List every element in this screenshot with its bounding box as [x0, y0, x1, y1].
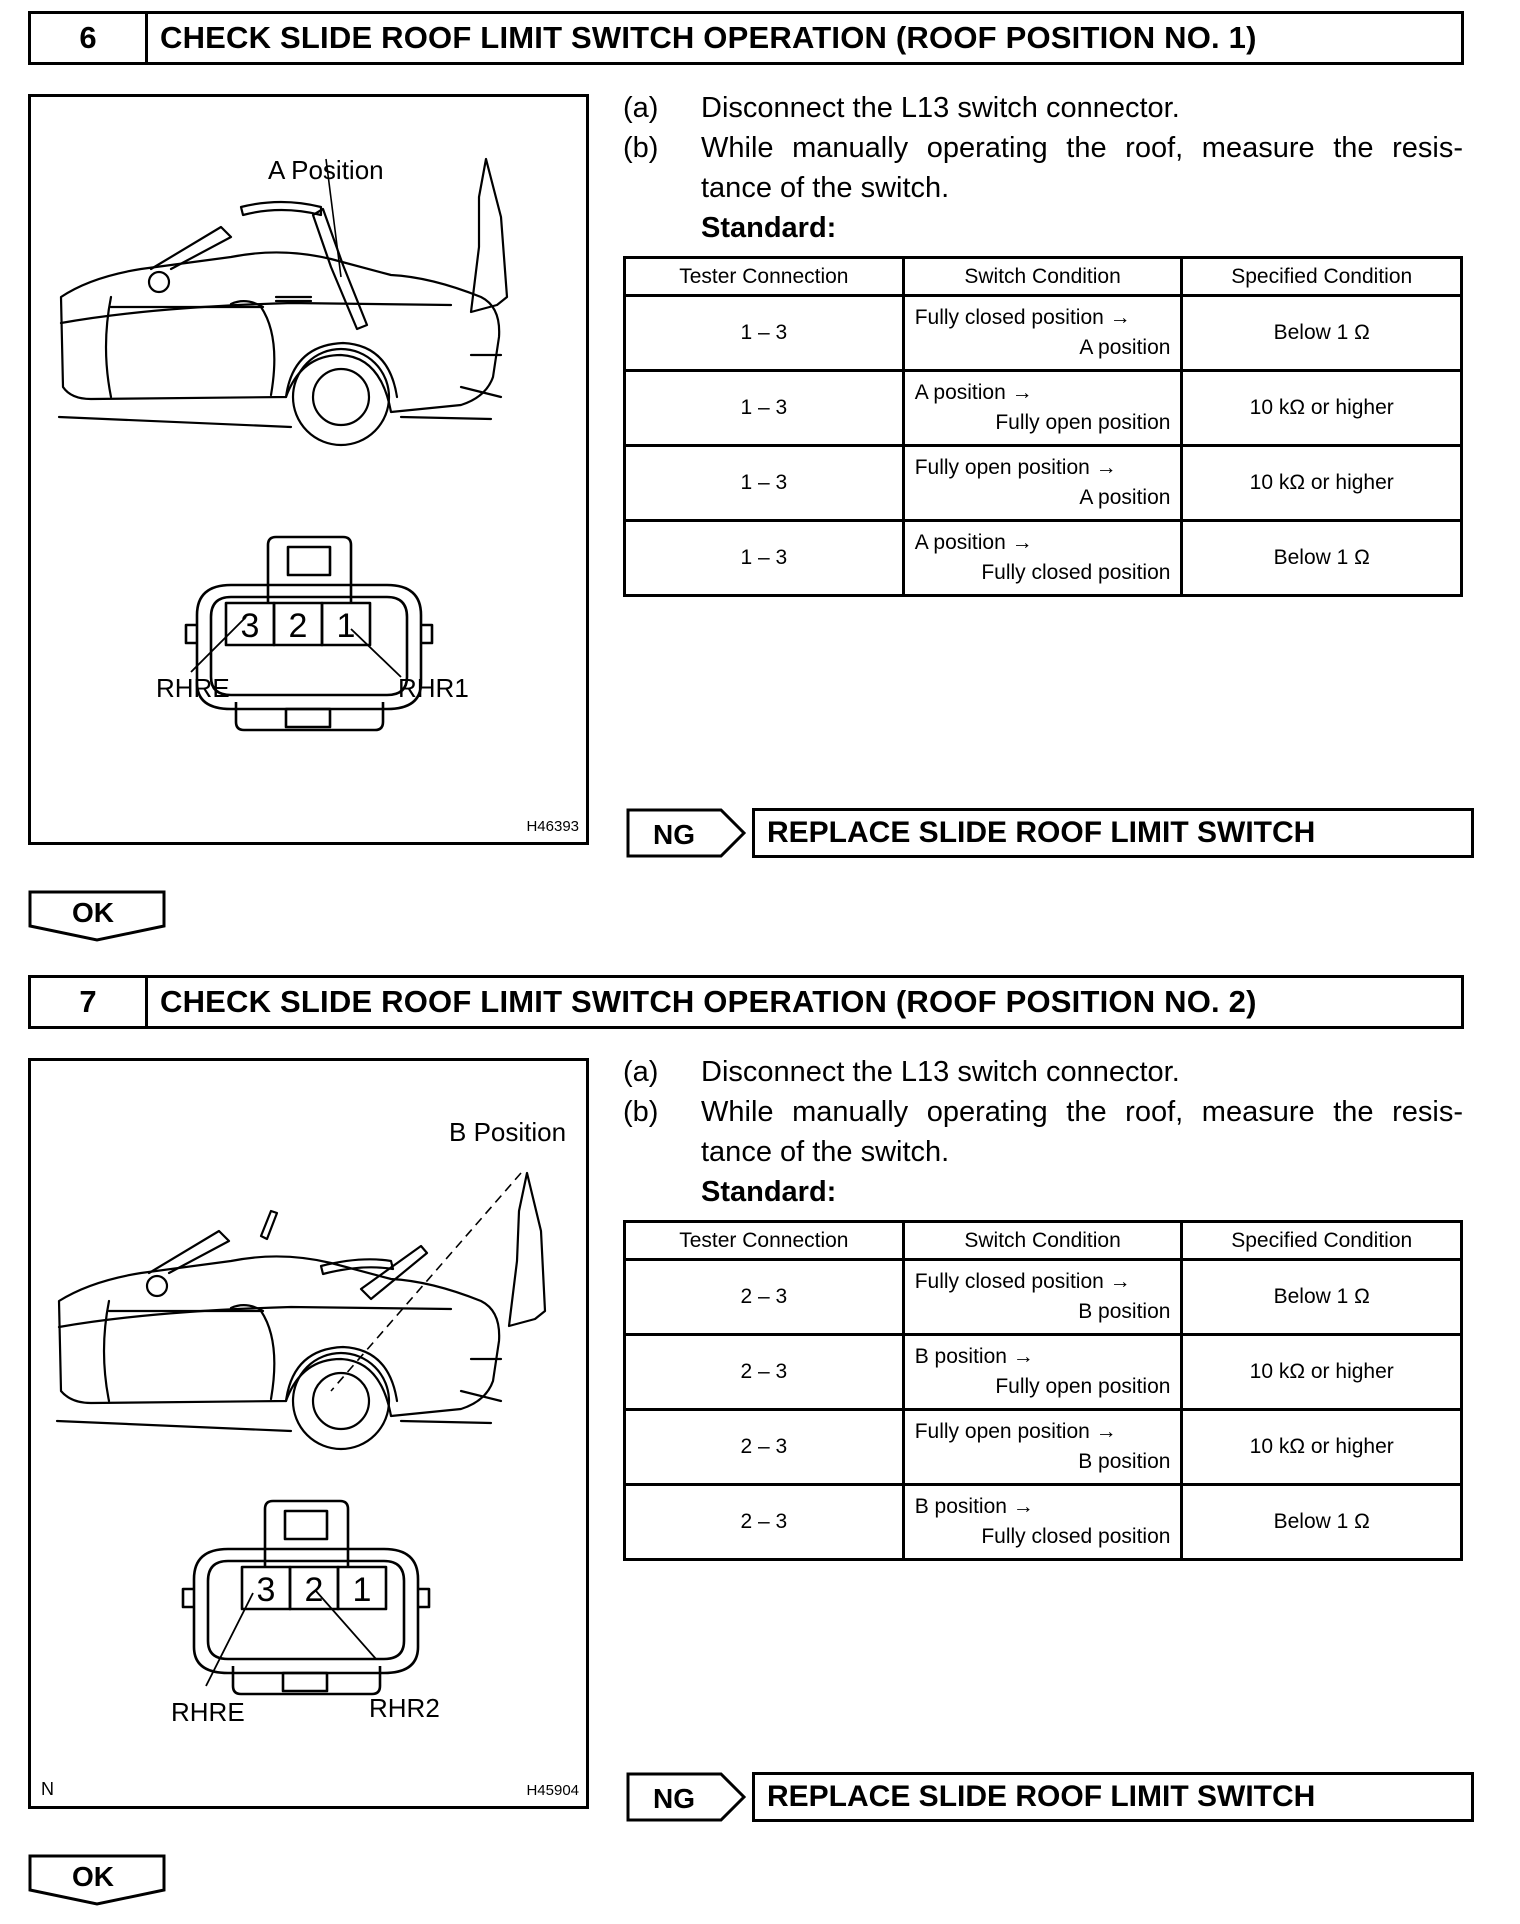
col-header: Switch Condition [903, 258, 1182, 296]
specified-condition: 10 kΩ or higher [1182, 1335, 1462, 1410]
switch-condition: Fully closed position → B position [903, 1260, 1182, 1335]
specified-condition: Below 1 Ω [1182, 1485, 1462, 1560]
instruction-item [623, 128, 1463, 208]
tester-connection: 2 – 3 [625, 1485, 904, 1560]
figure-corner-label: N [41, 1779, 54, 1799]
table-row [625, 1410, 1462, 1485]
wire-label-left: RHRE [171, 1697, 245, 1727]
standard-label: Standard: [701, 1176, 837, 1208]
specified-condition: Below 1 Ω [1182, 521, 1462, 596]
car-connector-illustration [31, 1061, 586, 1806]
specified-condition: 10 kΩ or higher [1182, 1410, 1462, 1485]
table-row [625, 296, 1462, 371]
ok-label: OK [72, 897, 114, 928]
spec-table [623, 1220, 1463, 1561]
step-title: CHECK SLIDE ROOF LIMIT SWITCH OPERATION (ROOF POSITION NO. 2) [160, 984, 1257, 1019]
switch-condition: A position → Fully open position [903, 371, 1182, 446]
table-row [625, 521, 1462, 596]
step-header [28, 975, 1464, 1029]
specified-condition: 10 kΩ or higher [1182, 371, 1462, 446]
instruction-label: (b) [623, 132, 659, 164]
instructions [623, 88, 1463, 248]
col-header: Tester Connection [625, 258, 904, 296]
switch-condition: A position → Fully closed position [903, 521, 1182, 596]
switch-condition: Fully open position → A position [903, 446, 1182, 521]
instruction-text: While manually operating the roof, measure the resis- tance of the switch. [701, 1096, 1463, 1168]
ng-action-box: REPLACE SLIDE ROOF LIMIT SWITCH [752, 1772, 1474, 1822]
step-7 [28, 964, 1462, 1924]
figure-panel [28, 94, 589, 845]
col-header: Tester Connection [625, 1222, 904, 1260]
table-row [625, 446, 1462, 521]
position-label: B Position [449, 1117, 567, 1147]
tester-connection: 1 – 3 [625, 521, 904, 596]
tester-connection: 2 – 3 [625, 1410, 904, 1485]
car-connector-illustration [31, 97, 586, 842]
tester-connection: 2 – 3 [625, 1260, 904, 1335]
pin-2: 2 [304, 1571, 324, 1609]
tester-connection: 2 – 3 [625, 1335, 904, 1410]
table-row [625, 1485, 1462, 1560]
ng-action-box: REPLACE SLIDE ROOF LIMIT SWITCH [752, 808, 1474, 858]
wire-label-right: RHR2 [369, 1693, 440, 1723]
pin-1: 1 [352, 1571, 372, 1609]
instruction-item [623, 88, 1463, 128]
table-row [625, 1335, 1462, 1410]
step-title: CHECK SLIDE ROOF LIMIT SWITCH OPERATION (ROOF POSITION NO. 1) [160, 20, 1257, 55]
col-header: Switch Condition [903, 1222, 1182, 1260]
switch-condition: B position → Fully closed position [903, 1485, 1182, 1560]
ng-label: NG [653, 1783, 695, 1814]
figure-id: H46393 [526, 818, 579, 835]
table-row [625, 371, 1462, 446]
ok-arrow-icon [28, 890, 168, 942]
step-number: 6 [31, 14, 148, 62]
step-6 [28, 0, 1462, 960]
specified-condition: Below 1 Ω [1182, 296, 1462, 371]
figure-panel [28, 1058, 589, 1809]
wire-label-left: RHRE [156, 673, 230, 703]
instruction-label: (a) [623, 1056, 659, 1088]
instruction-label: (a) [623, 92, 659, 124]
switch-condition: B position → Fully open position [903, 1335, 1182, 1410]
col-header: Specified Condition [1182, 1222, 1462, 1260]
spec-table [623, 256, 1463, 597]
pin-1: 1 [336, 607, 356, 645]
pin-3: 3 [256, 1571, 276, 1609]
instruction-text: Disconnect the L13 switch connector. [701, 92, 1180, 124]
ng-label: NG [653, 819, 695, 850]
instruction-label: (b) [623, 1096, 659, 1128]
figure-id: H45904 [526, 1782, 579, 1799]
ng-arrow-icon [626, 1772, 746, 1822]
col-header: Specified Condition [1182, 258, 1462, 296]
step-header [28, 11, 1464, 65]
instruction-item [623, 1092, 1463, 1172]
instruction-text: While manually operating the roof, measure the resis- tance of the switch. [701, 132, 1463, 204]
pin-2: 2 [288, 607, 308, 645]
tester-connection: 1 – 3 [625, 446, 904, 521]
instruction-item [623, 1052, 1463, 1092]
tester-connection: 1 – 3 [625, 296, 904, 371]
wire-label-right: RHR1 [398, 673, 469, 703]
table-header-row [625, 1222, 1462, 1260]
instruction-text: Disconnect the L13 switch connector. [701, 1056, 1180, 1088]
switch-condition: Fully closed position → A position [903, 296, 1182, 371]
instructions [623, 1052, 1463, 1212]
ng-arrow-icon [626, 808, 746, 858]
position-label: A Position [268, 155, 384, 185]
specified-condition: Below 1 Ω [1182, 1260, 1462, 1335]
ok-arrow-icon [28, 1854, 168, 1906]
ok-label: OK [72, 1861, 114, 1892]
step-number: 7 [31, 978, 148, 1026]
table-header-row [625, 258, 1462, 296]
specified-condition: 10 kΩ or higher [1182, 446, 1462, 521]
pin-3: 3 [240, 607, 260, 645]
standard-label: Standard: [701, 212, 837, 244]
table-row [625, 1260, 1462, 1335]
tester-connection: 1 – 3 [625, 371, 904, 446]
switch-condition: Fully open position → B position [903, 1410, 1182, 1485]
